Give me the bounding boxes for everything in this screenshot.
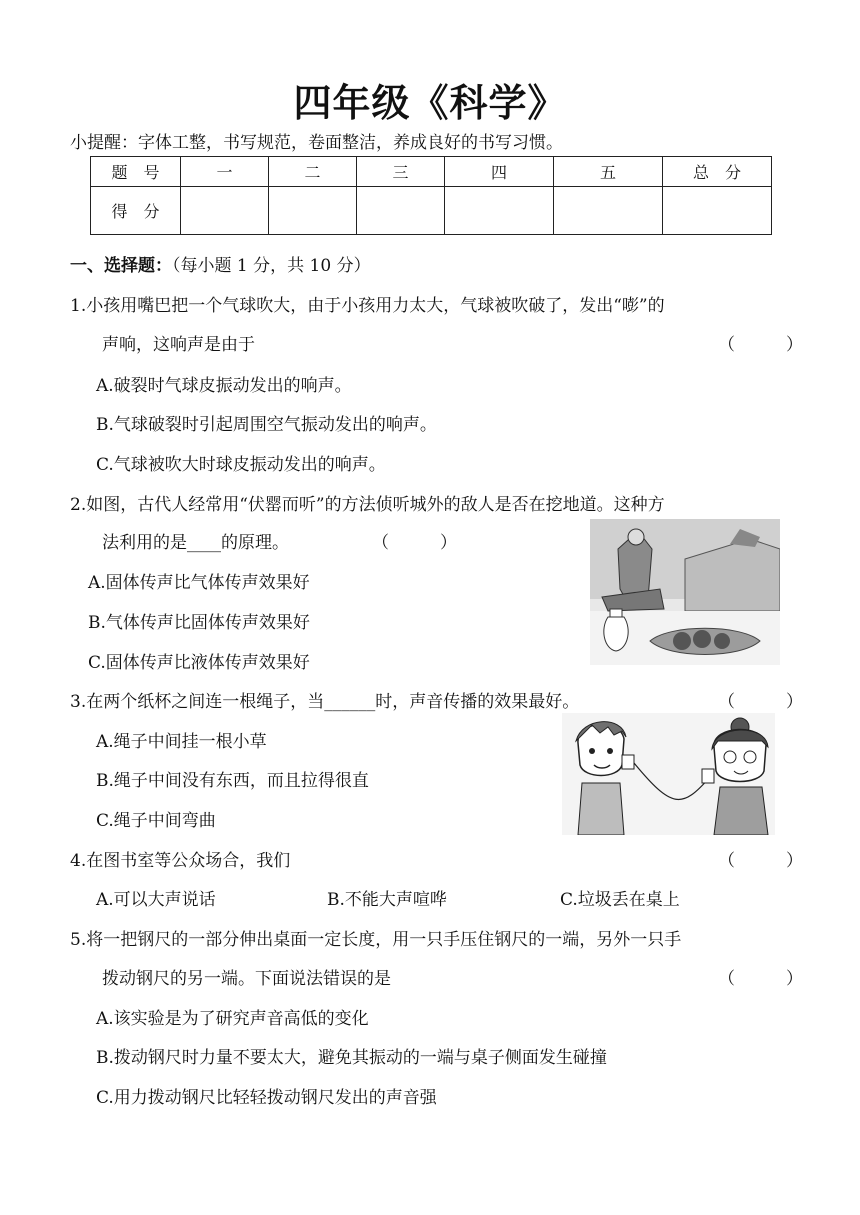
question-5-option-c: C.用力拨动钢尺比轻轻拨动钢尺发出的声音强 bbox=[96, 1088, 437, 1108]
section-title: 一、选择题： bbox=[70, 256, 172, 276]
score-cell-total[interactable] bbox=[663, 187, 772, 235]
page-title: 四年级《科学》 bbox=[293, 81, 567, 125]
question-4-option-c: C.垃圾丢在桌上 bbox=[560, 890, 680, 910]
score-col-4: 四 bbox=[445, 157, 554, 187]
score-cell-4[interactable] bbox=[445, 187, 554, 235]
question-1-option-c: C.气球被吹大时球皮振动发出的响声。 bbox=[96, 455, 386, 475]
section-note: （每小题 1 分，共 10 分） bbox=[172, 256, 371, 276]
score-col-1: 一 bbox=[181, 157, 269, 187]
score-table bbox=[90, 156, 772, 235]
question-5-line1: 5.将一把钢尺的一部分伸出桌面一定长度，用一只手压住钢尺的一端，另外一只手 bbox=[70, 930, 682, 950]
question-3-option-c: C.绳子中间弯曲 bbox=[96, 811, 216, 831]
question-2-option-c: C.固体传声比液体传声效果好 bbox=[88, 653, 310, 673]
question-5-answer-blank[interactable]: （ ） bbox=[718, 969, 803, 989]
question-4-answer-blank[interactable]: （ ） bbox=[718, 851, 803, 871]
question-2-line2: 法利用的是____的原理。 bbox=[102, 533, 289, 553]
score-cell-1[interactable] bbox=[181, 187, 269, 235]
question-5-option-a: A.该实验是为了研究声音高低的变化 bbox=[96, 1009, 369, 1029]
score-row-label: 得 分 bbox=[91, 187, 181, 235]
question-3-answer-blank[interactable]: （ ） bbox=[718, 692, 803, 712]
question-1-option-a: A.破裂时气球皮振动发出的响声。 bbox=[96, 376, 352, 396]
score-cell-2[interactable] bbox=[269, 187, 357, 235]
score-cell-5[interactable] bbox=[554, 187, 663, 235]
question-1-option-b: B.气球破裂时引起周围空气振动发出的响声。 bbox=[96, 415, 437, 435]
score-cell-3[interactable] bbox=[357, 187, 445, 235]
question-4-line1: 4.在图书室等公众场合，我们 bbox=[70, 851, 291, 871]
score-header-label: 题 号 bbox=[91, 157, 181, 187]
score-col-3: 三 bbox=[357, 157, 445, 187]
question-1-line2: 声响，这响声是由于 bbox=[102, 335, 255, 355]
reminder-text: 小提醒：字体工整，书写规范，卷面整洁，养成良好的书写习惯。 bbox=[70, 133, 563, 153]
score-col-total: 总 分 bbox=[663, 157, 772, 187]
question-5-line2: 拨动钢尺的另一端。下面说法错误的是 bbox=[102, 969, 391, 989]
question-1-answer-blank[interactable]: （ ） bbox=[718, 335, 803, 355]
ancient-listening-illustration bbox=[590, 519, 780, 665]
question-3-line1: 3.在两个纸杯之间连一根绳子，当______时，声音传播的效果最好。 bbox=[70, 692, 580, 712]
question-3-option-b: B.绳子中间没有东西，而且拉得很直 bbox=[96, 771, 369, 791]
question-2-option-a: A.固体传声比气体传声效果好 bbox=[88, 573, 310, 593]
question-1-line1: 1.小孩用嘴巴把一个气球吹大，由于小孩用力太大，气球被吹破了，发出“嘭”的 bbox=[70, 296, 665, 316]
cup-phone-illustration bbox=[562, 713, 775, 835]
question-5-option-b: B.拨动钢尺时力量不要太大，避免其振动的一端与桌子侧面发生碰撞 bbox=[96, 1048, 607, 1068]
question-2-line1: 2.如图，古代人经常用“伏罂而听”的方法侦听城外的敌人是否在挖地道。这种方 bbox=[70, 495, 665, 515]
question-4-option-b: B.不能大声喧哗 bbox=[327, 890, 447, 910]
score-col-5: 五 bbox=[554, 157, 663, 187]
question-2-answer-blank[interactable]: （ ） bbox=[372, 533, 457, 553]
question-2-option-b: B.气体传声比固体传声效果好 bbox=[88, 613, 310, 633]
question-3-option-a: A.绳子中间挂一根小草 bbox=[96, 732, 267, 752]
question-4-option-a: A.可以大声说话 bbox=[96, 890, 216, 910]
section-heading bbox=[70, 251, 371, 276]
score-col-2: 二 bbox=[269, 157, 357, 187]
